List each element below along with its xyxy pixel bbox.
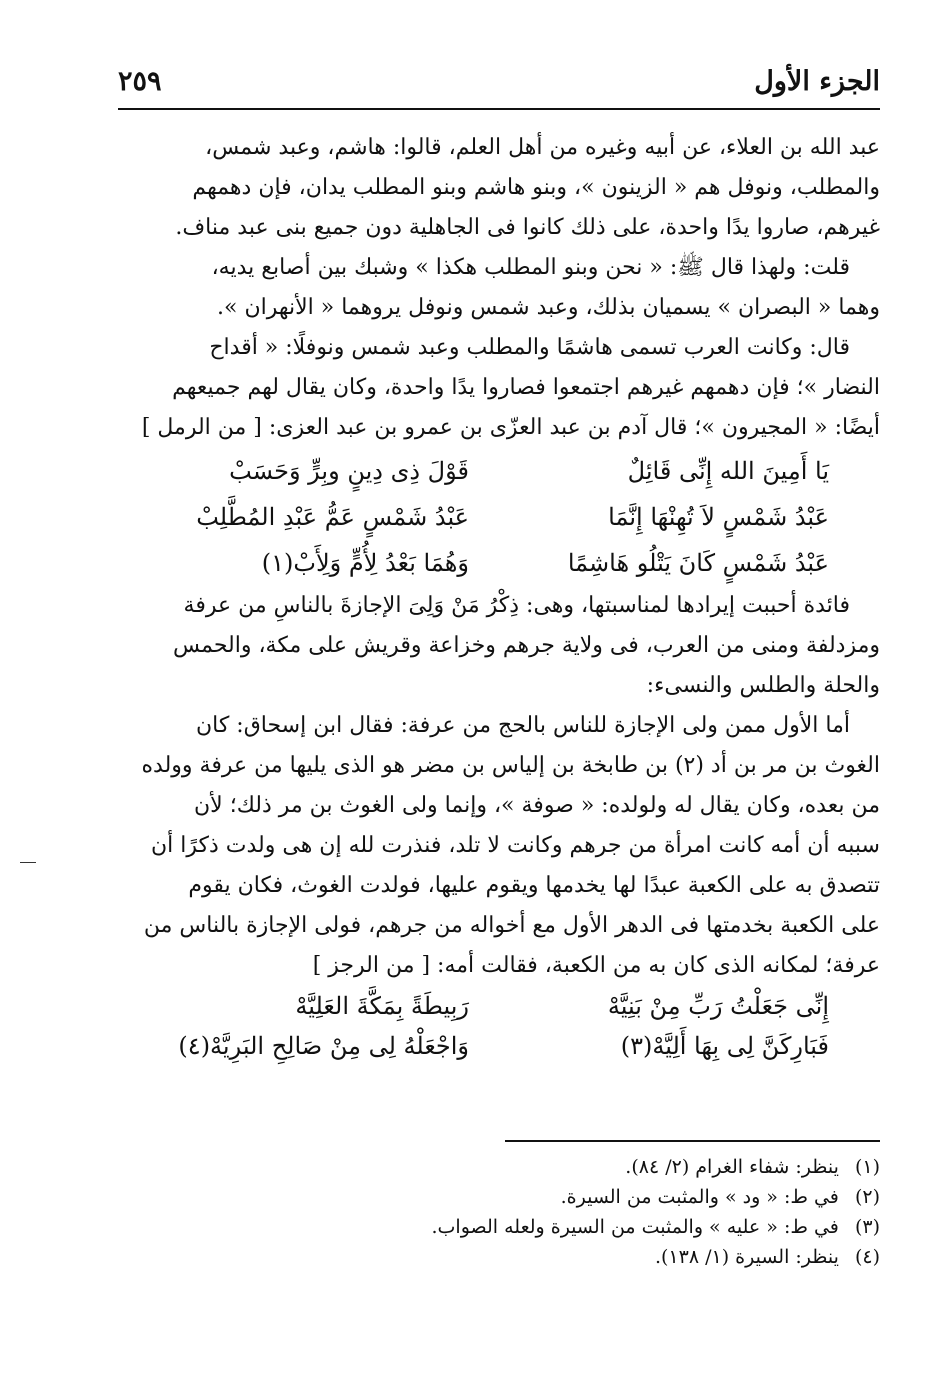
- footnote: [118, 1242, 880, 1272]
- verse-hemistich: وَهُمَا بَعْدُ لِأُمٍّ وَلِأَبْ(١): [261, 549, 469, 577]
- text-line: عبد الله بن العلاء، عن أبيه وغيره من أهل العلم، قالوا: هاشم، وعبد شمس،: [205, 135, 880, 160]
- footnote-text: ينظر: شفاء الغرام (٢/ ٨٤).: [625, 1156, 839, 1178]
- text-line: فائدة أحببت إيرادها لمناسبتها، وهى: ذِكْرُ مَنْ وَلِىَ الإجازةَ بالناسِ من عرفة: [183, 593, 850, 618]
- footnote-text: في ط: « عليه » والمثبت من السيرة ولعله الصواب.: [431, 1216, 839, 1238]
- footnote-text: في ط: « ود » والمثبت من السيرة.: [560, 1186, 839, 1208]
- text-line: على الكعبة بخدمتها فى الدهر الأول مع أخواله من جرهم، فولى الإجازة بالناس من: [143, 913, 880, 938]
- text-line: سببه أن أمه كانت امرأة من جرهم وكانت لا تلد، فنذرت لله إن هى ولدت ذكرًا أن: [151, 833, 880, 858]
- text-line: قال: وكانت العرب تسمى هاشمًا والمطلب وعبد شمس ونوفلًا: « أقداح: [209, 335, 850, 360]
- verse-hemistich: عَبْدُ شَمْسٍ لاَ تُهِنْهَا إِنَّمَا: [608, 503, 829, 531]
- verse-line: [118, 986, 880, 1026]
- paragraph: [118, 328, 880, 448]
- verse-hemistich: وَاجْعَلْهُ لِى مِنْ صَالِحِ البَرِيَّهْ(٤): [178, 1032, 469, 1060]
- verse-hemistich: قَوْلَ ذِى دِينٍ وبِرٍّ وَحَسَبْ: [229, 457, 469, 485]
- footnotes: [118, 1152, 880, 1272]
- footnote: [118, 1212, 880, 1242]
- footnote-separator: [505, 1140, 880, 1142]
- text-line: النضار »؛ فإن دهمهم غيرهم اجتمعوا فصاروا يدًا واحدة، وكان يقال لهم جميعهم: [172, 375, 880, 400]
- verse-hemistich: عَبْدُ شَمْسٍ كَانَ يَتْلُو هَاشِمًا: [567, 549, 829, 577]
- page-body: [118, 128, 880, 1066]
- running-title: الجزء الأول: [754, 66, 880, 97]
- paragraph: [118, 128, 880, 248]
- poem-block: [118, 448, 880, 586]
- margin-mark: [20, 862, 36, 863]
- verse-hemistich: فَبَارِكَنَّ لِى بِهَا أَلِيَّهْ(٣): [620, 1032, 829, 1060]
- footnote-number: (٤): [854, 1246, 880, 1268]
- verse-line: [118, 448, 880, 494]
- text-line: تتصدق به على الكعبة عبدًا لها يخدمها ويقوم عليها، فولدت الغوث، فكان يقوم: [188, 873, 880, 898]
- footnote: [118, 1152, 880, 1182]
- page-header: [118, 62, 880, 110]
- poem-block: [118, 986, 880, 1066]
- text-line: أما الأول ممن ولى الإجازة للناس بالحج من عرفة: فقال ابن إسحاق: كان: [195, 713, 850, 738]
- footnote-text: ينظر: السيرة (١/ ١٣٨).: [654, 1246, 839, 1268]
- footnote-number: (٢): [854, 1186, 880, 1208]
- text-line: قلت: ولهذا قال ﷺ: « نحن وبنو المطلب هكذا » وشبك بين أصابع يديه،: [211, 255, 850, 280]
- verse-line: [118, 494, 880, 540]
- verse-hemistich: عَبْدُ شَمْسٍ عَمُّ عَبْدِ المُطَّلِبْ: [196, 503, 469, 531]
- verse-hemistich: رَبِيطَةً بِمَكَّةَ العَلِيَّهْ: [295, 992, 469, 1020]
- verse-hemistich: إِنِّى جَعَلْتُ رَبِّ مِنْ بَنِيَّهْ: [607, 992, 829, 1020]
- text-line: غيرهم، صاروا يدًا واحدة، على ذلك كانوا فى الجاهلية دون جميع بنى عبد مناف.: [175, 215, 880, 240]
- text-line: عرفة؛ لمكانه الذى كان به من الكعبة، فقالت أمه: [ من الرجز ]: [312, 953, 880, 978]
- text-line: الغوث بن مر بن أد (٢) بن طابخة بن إلياس بن مضر هو الذى يليها من عرفة وولده: [141, 753, 880, 778]
- paragraph: [118, 706, 880, 986]
- footnote: [118, 1182, 880, 1212]
- verse-hemistich: يَا أَمِينَ الله إِنِّى قَائِلٌ: [627, 457, 829, 485]
- footnote-number: (١): [854, 1156, 880, 1178]
- text-line: ومزدلفة ومنى من العرب، فى ولاية جرهم وخزاعة وقريش على مكة، والحمس: [173, 633, 880, 658]
- text-line: والحلة والطلس والنسىء:: [646, 673, 880, 698]
- text-line: أيضًا: « المجيرون »؛ قال آدم بن عبد العزّى بن عمرو بن عبد العزى: [ من الرمل ]: [141, 415, 880, 440]
- text-line: وهما « البصران » يسميان بذلك، وعبد شمس ونوفل يروهما « الأنهران ».: [217, 295, 880, 320]
- page-number: ٢٥٩: [118, 66, 162, 97]
- paragraph: [118, 248, 880, 328]
- paragraph: [118, 586, 880, 706]
- verse-line: [118, 1026, 880, 1066]
- footnote-number: (٣): [854, 1216, 880, 1238]
- text-line: والمطلب، ونوفل هم « الزينون »، وبنو هاشم وبنو المطلب يدان، فإن دهمهم: [192, 175, 880, 200]
- verse-line: [118, 540, 880, 586]
- text-line: من بعده، وكان يقال له ولولده: « صوفة »، وإنما ولى الغوث بن مر ذلك؛ لأن: [194, 793, 880, 818]
